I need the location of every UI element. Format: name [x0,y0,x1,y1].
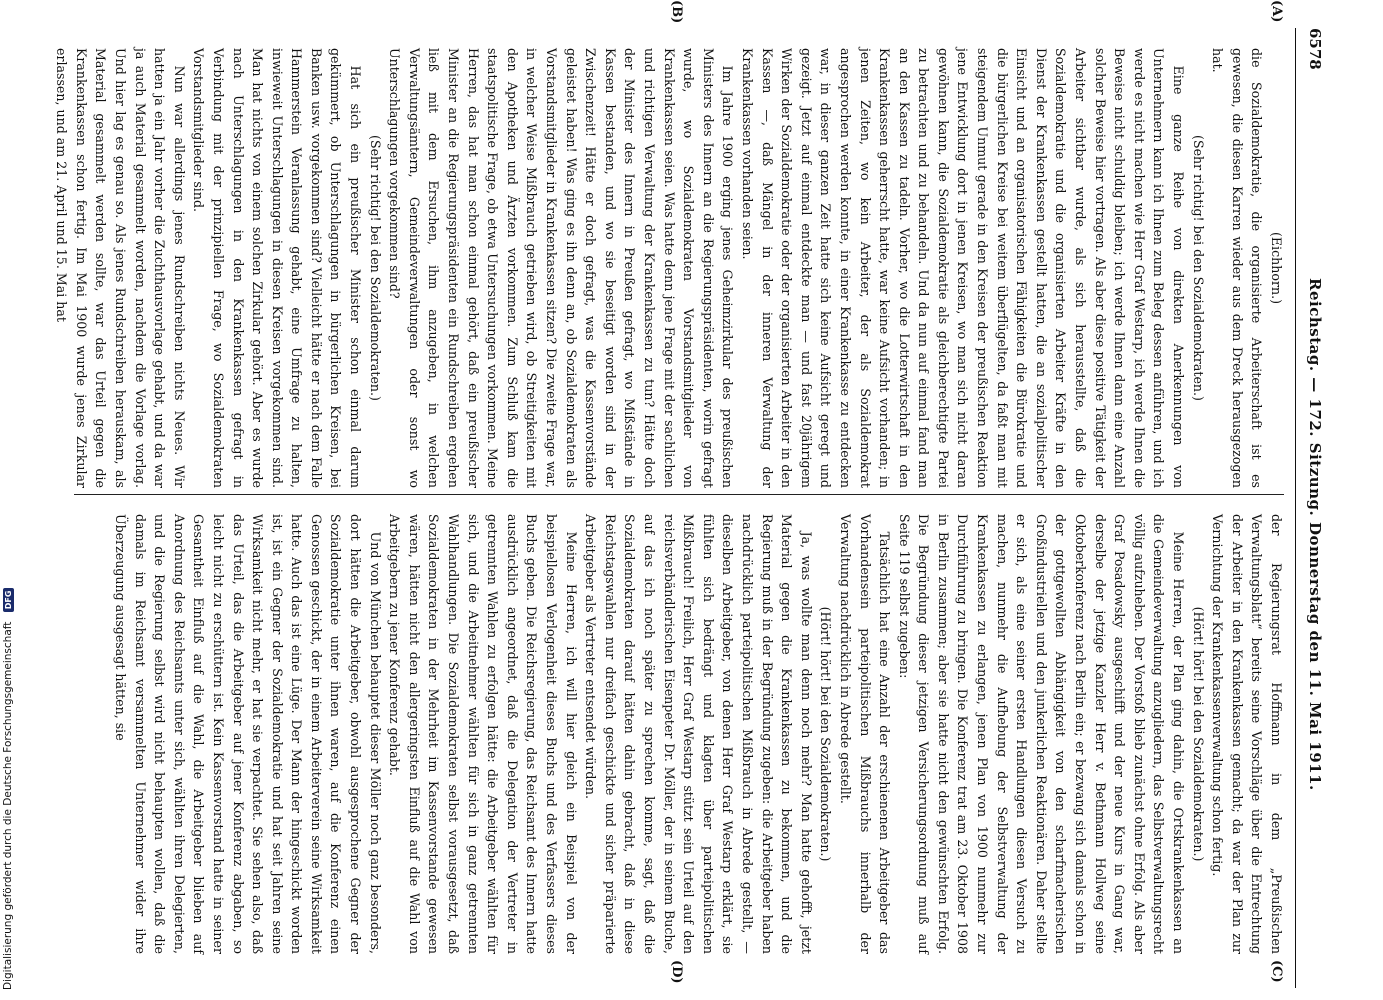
paragraph: Hat sich ein preußischer Minister schon einmal darum gekümmert, ob Unterschlagungen in bürgerlichen Kreisen, bei Banken usw. vorgekommen sind? Vielleicht hätte er nach dem Falle Hammerstein Veranlassung gehabt, eine Umfrage zu halten, inwieweit Unterschlagungen in diesen Kreisen vorgekommen sind. Man hat nichts von einem solchen Zirkular gehört. Aber es wurde nach Unterschlagungen in den Krankenkassen gefragt in Verbindung mit der prinzipiellen Frage, wo Sozialdemokraten Vorstandsmitglieder sind. [191,48,364,488]
paragraph: der Regierungsrat Hoffmann in dem „Preußischen Verwaltungsblatt“ bereits seine Vorschläge über die Entrechtung der Arbeiter in den Krankenkassen gemacht; da war der Plan zur Vernichtung der Krankenkassenverwaltung schon fertig. [1210,514,1284,954]
speaker-name: (Eichhorn.) [1269,231,1284,305]
right-column [71,514,1286,954]
paragraph: Meine Herren, der Plan ging dahin, die Ortskrankenkassen an die Gemeindeverwaltung anzugliedern, das Selbstverwaltungsrecht völlig aufzuheben. Der Vorstoß blieb zunächst ohne Erfolg. Als aber Graf Posadowsky ausgeschifft und der neue Kurs in Gang war, derselbe der jetzige Kanzler Herr v. Bethmann Hollweg seine Oktoberkonferenz nach Berlin ein; er bezwang sich damals schon in der gottgewollten Abhängigkeit von den scharfmacherischen Großindustriellen und den junkerlichen Reaktionären. Daher stellte er sich, als eine seiner ersten Handlungen diesen Versuch zu machen, nunmehr die Aufhebung der Selbstverwaltung der Krankenkassen zu erlangen, jenen Plan von 1900 nunmehr zur Durchführung zu bringen. Die Konferenz trat am 23. Oktober 1908 in Berlin zusammen; aber sie hatte nicht den gewünschten Erfolg. Die Begründung dieser jetzigen Versicherungsordnung muß auf Seite 119 selbst zugeben: [896,514,1187,954]
paragraph: Nun war allerdings jenes Rundschreiben nichts Neues. Wir hatten ja ein Jahr vorher die Zuchthausvorlage gehabt, und da war ja auch Material gesammelt worden, nachdem die Vorlage vorlag. Und hier lag es genau so. Als jenes Rundschreiben herauskam, als Material gesammelt werden sollte, war das Urteil gegen die Krankenkassen schon fertig. Im Mai 1900 wurde jenes Zirkular erlassen, und am 21. April und 15. Mai hat [54,48,187,488]
paragraph: Und von München behauptet dieser Möller noch ganz besonders, dort hätten die Arbeitgeber, obwohl ausgesprochene Gegner der Sozialdemokratie unter ihnen waren, auf die Konferenz einen Genossen geschickt, der in einem Arbeiterverein seine Wirksamkeit hatte. Auch das ist eine Lüge. Der Mann der hingeschickt worden ist, ist ein Gegner der Sozialdemokratie und hat seit Jahren seine Wirksamkeit nicht mehr, er hat sie verpachtet. Sie sehen also, daß das Urteil, das die Arbeitgeber auf jener Konferenz abgaben, so leicht nicht zu erschüttern ist. Kein Kassenvorstand hatte in seiner Gesamtheit Einfluß auf die Wahl, die Arbeitgeber blieben auf Anordnung des Reichsamts unter sich, wählten ihren Delegierten, und die Regierung selbst wird nicht behaupten wollen, daß die damals im Reichsamt versammelten Unternehmer wider ihre Überzeugung ausgesagt hätten, sie [112,514,383,954]
interjection: (Hört! hört! bei den Sozialdemokraten.) [818,606,834,862]
quotation: Tatsächlich hat eine Anzahl der erschienenen Arbeitgeber das Vorhandensein parteipolitischen Mißbrauchs innerhalb der Verwaltung nachdrücklich in Abrede gestellt. [837,514,893,954]
left-column [54,48,1286,488]
interjection: (Sehr richtig! bei den Sozialdemokraten.) [367,135,383,401]
dfg-logo: DFG [3,588,14,613]
margin-mark-a: (A) [1269,0,1284,23]
interjection: (Sehr richtig! bei den Sozialdemokraten.) [1190,135,1206,401]
digitization-credit [2,0,18,990]
margin-mark-b: (B) [669,0,684,24]
margin-mark-d: (D) [669,960,684,984]
document-page [50,0,1330,988]
paragraph: Ja, was wollte man denn noch mehr? Man hatte gehofft, jetzt Material gegen die Krankenkassen zu bekommen, und die Regierung muß in der Begründung zugeben: die Arbeitgeber haben nachdrücklich parteipolitischen Mißbrauch in Abrede gestellt, — dieselben Arbeitgeber, von denen Herr Graf Westarp erklärt, sie fühlten sich bedrängt und klagten über parteipolitischen Mißbrauch! Freilich, Herr Graf Westarp stützt sein Urteil auf den reichsverbändlerischen Eisenpeter Dr. Möller, der in seinem Buche, auf das ich noch später zu sprechen komme, sagt, daß die Sozialdemokraten darauf hätten dahin gebracht, daß in diese Reichstagswahlen nur dreifach geschickte und sicher präparierte Arbeitgeber als Vertreter entsendet würden. [583,514,814,954]
margin-mark-c: (C) [1269,960,1284,983]
column-divider [74,494,1284,495]
paragraph: Eine ganze Reihe von direkten Anerkennungen von Unternehmern kann ich Ihnen zum Beleg dessen anführen, und ich werde es nicht machen wie Herr Graf Westarp, ich werde Ihnen die Beweise nicht schuldig bleiben; ich werde Ihnen dann eine Anzahl solcher Beweise hier vortragen. Als aber diese positive Tätigkeit der Arbeiter sichtbar wurde, als sich herausstellte, daß die Sozialdemokratie und die organisierten Arbeiter Kräfte in den Dienst der Krankenkassen gestellt hatten, die an sozialpolitischer Einsicht und an organisatorischen Fähigkeiten die Bürokratie und die bürgerlichen Kreise bei weitem überflügelten, da faßt man mit steigendem Unmut gerade in den Kreisen der preußischen Reaktion jene Entwicklung dort in jenen Kreisen, wo man sich nicht daran gewöhnen kann, die Sozialdemokratie als gleichberechtigte Partei zu betrachten und zu behandeln. Und da nun auf einmal fand man an den Kassen zu tadeln. Vorher, wo die Lotterwirtschaft in den Krankenkassen geherrscht hatte, war keine Aufsicht vorhanden; in jenen Zeiten, wo kein Arbeiter, der als Sozialdemokrat angesprochen werden konnte, in einer Krankenkasse zu entdecken war, in dieser ganzen Zeit hatte sich keine Aufsicht geregt und gezeigt. Jetzt auf einmal entdeckte man — und fast 20jährigem Wirken der Sozialdemokratie oder der organisierten Arbeiter in den Kassen —, daß Mängel in der inneren Verwaltung der Krankenkassen vorhanden seien. [739,48,1187,488]
interjection: (Hört! hört! bei den Sozialdemokraten.) [1190,606,1206,862]
running-header [1295,28,1330,988]
page-number: 6578 [1306,28,1324,70]
session-title: Reichstag. — 172. Sitzung. Donnerstag den 11. Mai 1911. [1306,278,1324,791]
paragraph: Meine Herren, ich will hier gleich ein Beispiel von der beispiellosen Verlogenheit dieses Buchs und des Verfassers dieses Buchs geben. Die Reichsregierung, das Reichsamt des Innern hatte ausdrücklich angeordnet, daß die Delegation der Vertreter in getrennten Wahlen zu erfolgen hätte: die Arbeitgeber wählten für sich, und die Arbeitnehmer wählten für sich in ganz getrennten Wahlhandlungen. Die Sozialdemokraten selbst vorausgesetzt, daß Sozialdemokraten in der Mehrheit im Kassenvorstande gewesen wären, hätten nicht den allergeringsten Einfluß auf die Wahl von Arbeitgebern zu jener Konferenz gehabt. [387,514,579,954]
paragraph: Im Jahre 1900 erging jenes Geheimzirkular des preußischen Ministers des Innern an die Regierungspräsidenten, worin gefragt wurde, wo Sozialdemokraten Vorstandsmitglieder von Krankenkassen seien. Was hatte denn jene Frage mit der sachlichen und richtigen Verwaltung der Krankenkassen zu tun? Hätte doch der Minister des Innern in Preußen gefragt, wo Mißstände in Kassen bestanden, und wo sie beseitigt worden sind in der Zwischenzeit! Hätte er doch gefragt, was die Kassenvorstände geleistet haben! Was ging es ihn denn an, ob Sozialdemokraten als Vorstandsmitglieder in Krankenkassen sitzen? Die zweite Frage war, in welcher Weise Mißbrauch getrieben wird, ob Streitigkeiten mit den Apotheken und Ärzten vorkommen. Zum Schluß kam die staatspolitische Frage, ob etwa Untersuchungen vorkommen. Meine Herren, das hat man schon einmal gehört, daß ein preußischer Minister an die Regierungspräsidenten ein Rundschreiben ergehen ließ mit dem Ersuchen, ihm anzugeben, in welchen Verwaltungsämtern, Gemeindeverwaltungen oder sonst wo Unterschlagungen vorgekommen sind? [387,48,736,488]
credit-text: Digitalisierung gefördert durch die Deutsche Forschungsgemeinschaft [2,621,14,990]
paragraph: die Sozialdemokratie, die organisierte Arbeiterschaft ist es gewesen, die diesen Karren wieder aus dem Dreck herausgezogen hat. [1210,48,1265,488]
